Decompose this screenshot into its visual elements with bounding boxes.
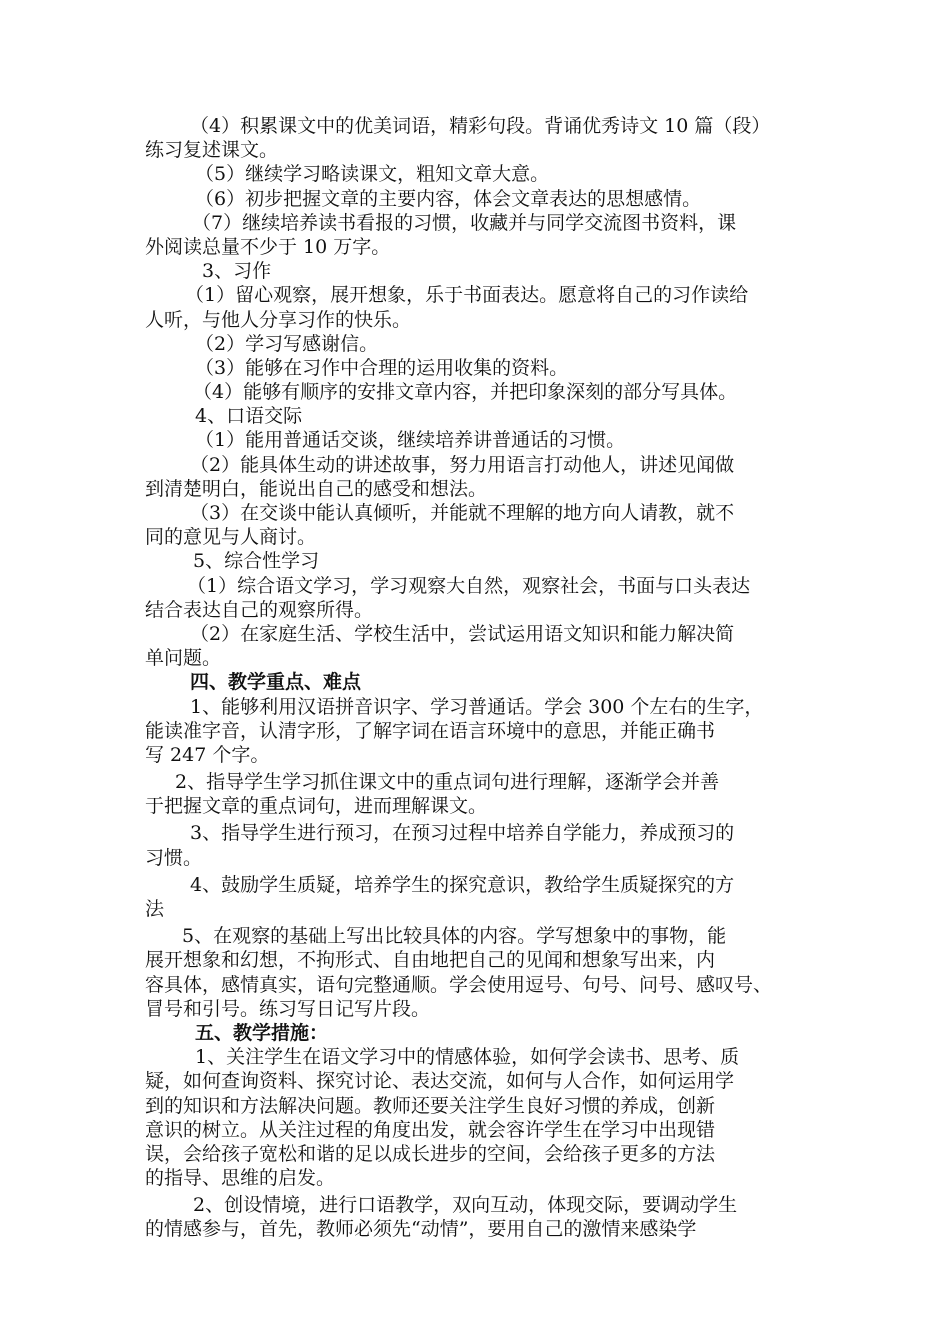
- text-line: 于把握文章的重点词句，进而理解课文。: [145, 795, 488, 818]
- text-line: 3、指导学生进行预习，在预习过程中培养自学能力，养成预习的: [190, 822, 735, 845]
- text-line: （3）能够在习作中合理的运用收集的资料。: [195, 356, 569, 379]
- document-body: [145, 114, 815, 1242]
- text-line: 意识的树立。从关注过程的角度出发，就会容许学生在学习中出现错: [145, 1118, 716, 1141]
- text-line: 习惯。: [145, 846, 203, 869]
- text-line: 容具体，感情真实，语句完整通顺。学会使用逗号、句号、问号、感叹号、: [145, 973, 773, 996]
- text-line: （1）综合语文学习，学习观察大自然，观察社会，书面与口头表达: [187, 574, 751, 597]
- text-line: 同的意见与人商讨。: [145, 526, 317, 549]
- text-line: 练习复述课文。: [145, 139, 279, 162]
- text-line: （1）留心观察，展开想象，乐于书面表达。愿意将自己的习作读给: [185, 284, 749, 307]
- text-line: 能读准字音，认清字形，了解字词在语言环境中的意思，并能正确书: [145, 719, 716, 742]
- text-line: （7）继续培养读书看报的习惯，收藏并与同学交流图书资料，课: [192, 211, 737, 234]
- text-line: 4、鼓励学生质疑，培养学生的探究意识，教给学生质疑探究的方: [190, 873, 735, 896]
- text-line: 到清楚明白，能说出自己的感受和想法。: [145, 477, 488, 500]
- text-line: 5、综合性学习: [193, 550, 320, 573]
- text-line: （4）能够有顺序的安排文章内容，并把印象深刻的部分写具体。: [193, 381, 738, 404]
- text-line: （4）积累课文中的优美词语，精彩句段。背诵优秀诗文 10 篇（段）: [190, 115, 771, 137]
- text-line: 1、关注学生在语文学习中的情感体验，如何学会读书、思考、质: [195, 1046, 740, 1069]
- text-line: （6）初步把握文章的主要内容，体会文章表达的思想感情。: [195, 187, 702, 210]
- text-line: 法: [145, 898, 165, 920]
- text-line: 2、创设情境，进行口语教学，双向互动，体现交际，要调动学生: [193, 1194, 738, 1217]
- section-heading: 四、教学重点、难点: [190, 671, 362, 694]
- text-line: （5）继续学习略读课文，粗知文章大意。: [195, 163, 550, 186]
- text-line: （2）能具体生动的讲述故事，努力用语言打动他人，讲述见闻做: [190, 453, 735, 476]
- text-line: （2）学习写感谢信。: [195, 332, 379, 355]
- text-line: （2）在家庭生活、学校生活中，尝试运用语文知识和能力解决简: [190, 622, 735, 645]
- text-line: 5、在观察的基础上写出比较具体的内容。学写想象中的事物，能: [182, 925, 727, 948]
- text-line: 冒号和引号。练习写日记写片段。: [145, 997, 431, 1020]
- text-line: 单问题。: [145, 647, 222, 670]
- text-line: 的情感参与，首先，教师必须先“动情”，要用自己的激情来感染学: [145, 1218, 697, 1241]
- text-line: 的指导、思维的启发。: [145, 1167, 336, 1190]
- text-line: 人听，与他人分享习作的快乐。: [145, 308, 412, 331]
- text-line: 3、习作: [202, 260, 272, 283]
- text-line: （1）能用普通话交谈，继续培养讲普通话的习惯。: [195, 429, 626, 452]
- text-line: 写 247 个字。: [145, 743, 270, 766]
- text-line: 4、口语交际: [195, 405, 303, 428]
- text-line: 结合表达自己的观察所得。: [145, 598, 374, 621]
- text-line: 误，会给孩子宽松和谐的足以成长进步的空间，会给孩子更多的方法: [145, 1142, 716, 1165]
- text-line: 到的知识和方法解决问题。教师还要关注学生良好习惯的养成，创新: [145, 1094, 716, 1117]
- text-line: （3）在交谈中能认真倾听，并能就不理解的地方向人请教，就不: [190, 502, 735, 524]
- text-line: 1、能够利用汉语拼音识字、学习普通话。学会 300 个左右的生字，: [190, 695, 764, 718]
- section-heading: 五、教学措施：: [195, 1021, 329, 1044]
- text-line: 外阅读总量不少于 10 万字。: [145, 235, 391, 258]
- text-line: 2、指导学生学习抓住课文中的重点词句进行理解，逐渐学会并善: [175, 771, 720, 794]
- text-line: 疑，如何查询资料、探究讨论、表达交流，如何与人合作，如何运用学: [145, 1070, 735, 1093]
- text-line: 展开想象和幻想，不拘形式、自由地把自己的见闻和想象写出来，内: [145, 949, 716, 972]
